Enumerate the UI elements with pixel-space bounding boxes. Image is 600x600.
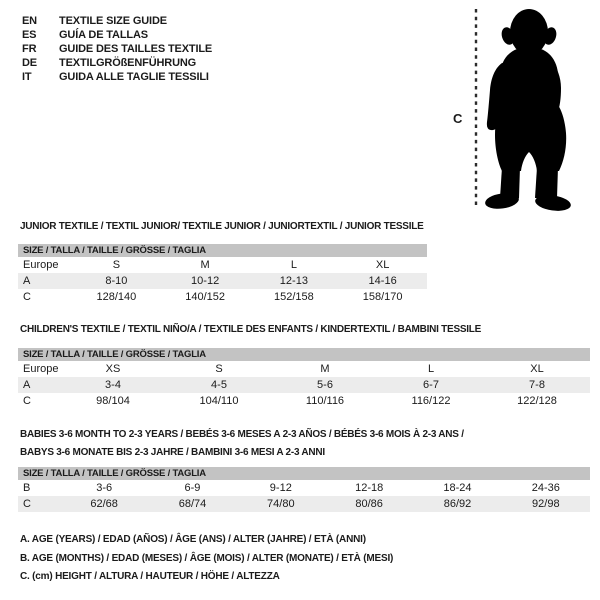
section-title-junior: JUNIOR TEXTILE / TEXTIL JUNIOR/ TEXTILE JUNIOR / JUNIORTEXTIL / JUNIOR TESSILE [20,221,424,232]
size-cell: S [215,363,223,375]
row-label: Europe [23,259,59,271]
section-title-babies-line2: BABYS 3-6 MONATE BIS 2-3 JAHRE / BAMBINI 3-6 MESI A 2-3 ANNI [20,446,325,458]
language-title: GUÍA DE TALLAS [59,29,148,41]
table-row-height-cm [18,496,590,512]
size-header-bar: SIZE / TALLA / TAILLE / GRÖSSE / TAGLIA [18,348,590,361]
language-row-es [22,28,212,42]
size-cell: XL [375,259,390,271]
footnote-a: A. AGE (YEARS) / EDAD (AÑOS) / ÂGE (ANS) / ALTER (JAHRE) / ETÀ (ANNI) [20,534,366,545]
section-title-babies-line1: BABIES 3-6 MONTH TO 2-3 YEARS / BEBÉS 3-6 MESES A 2-3 AÑOS / BÉBÉS 3-6 MOIS À 2-3 ANS / [20,429,464,440]
row-label: Europe [23,363,59,375]
size-cell: 18-24 [443,482,472,494]
size-cell: M [320,363,330,375]
junior-size-table [18,244,427,305]
size-cell: 12-13 [279,275,308,287]
language-title: TEXTILE SIZE GUIDE [59,15,167,27]
size-cell: 6-9 [184,482,201,494]
babies-size-table [18,467,590,512]
size-cell: 4-5 [211,379,227,391]
size-cell: 152/158 [273,291,314,303]
row-label: C [23,395,31,407]
size-cell: 92/98 [532,498,560,510]
language-row-de [22,56,212,70]
size-cell: 128/140 [96,291,137,303]
size-cell: 98/104 [96,395,130,407]
table-row-height-cm [18,289,427,305]
language-row-fr [22,42,212,56]
language-code: IT [22,71,32,83]
language-title-list [22,14,212,84]
size-cell: 62/68 [90,498,118,510]
size-cell: 10-12 [191,275,220,287]
table-row-height-cm [18,393,590,409]
size-header-bar: SIZE / TALLA / TAILLE / GRÖSSE / TAGLIA [18,467,590,480]
toddler-figure [445,5,595,215]
footnote-legend [20,531,393,587]
size-cell: 86/92 [443,498,472,510]
size-cell: L [427,363,435,375]
measure-label-c: C [453,111,463,126]
table-row-age-years [18,377,590,393]
size-cell: 6-7 [423,379,439,391]
size-cell: 5-6 [317,379,333,391]
table-row-age-years [18,273,427,289]
size-cell: 12-18 [355,482,384,494]
table-row-age-months [18,480,590,496]
size-cell: 110/116 [305,395,345,407]
language-title: TEXTILGRÖßENFÜHRUNG [59,57,197,69]
language-row-it [22,70,212,84]
section-title-children: CHILDREN'S TEXTILE / TEXTIL NIÑO/A / TEXTILE DES ENFANTS / KINDERTEXTIL / BAMBINI TESSILE [20,324,482,335]
row-label: A [23,379,31,391]
size-cell: 9-12 [269,482,292,494]
footnote-c: C. (cm) HEIGHT / ALTURA / HAUTEUR / HÖHE / ALTEZZA [20,571,280,582]
size-cell: 158/170 [362,291,403,303]
row-label: A [23,275,31,287]
language-code: FR [22,43,37,55]
size-cell: 116/122 [411,395,451,407]
size-cell: 24-36 [531,482,560,494]
size-cell: 68/74 [178,498,207,510]
footnote-b: B. AGE (MONTHS) / EDAD (MESES) / ÂGE (MOIS) / ALTER (MONATE) / ETÀ (MESI) [20,552,394,564]
row-label: B [23,482,31,494]
language-code: ES [22,29,37,41]
table-row-europe [18,361,590,377]
size-cell: 80/86 [355,498,383,510]
language-code: DE [22,57,37,69]
toddler-silhouette-icon [484,9,572,213]
language-code: EN [22,15,37,27]
section-title-babies [20,426,510,461]
size-cell: S [112,259,121,271]
size-cell: L [290,259,297,271]
table-row-europe [18,257,427,273]
size-cell: 140/152 [185,291,225,303]
language-title: GUIDA ALLE TAGLIE TESSILI [59,71,209,83]
size-cell: XS [105,363,121,375]
row-label: C [23,291,31,303]
size-cell: 3-6 [96,482,113,494]
children-size-table [18,348,590,409]
size-cell: 14-16 [368,275,397,287]
size-cell: 3-4 [105,379,121,391]
size-cell: 104/110 [199,395,239,407]
size-cell: XL [530,363,544,375]
language-row-en [22,14,212,28]
row-label: C [23,498,31,510]
size-cell: 7-8 [529,379,545,391]
size-cell: M [200,259,210,271]
size-header-bar: SIZE / TALLA / TAILLE / GRÖSSE / TAGLIA [18,244,427,257]
size-cell: 8-10 [105,275,128,287]
language-title: GUIDE DES TAILLES TEXTILE [59,43,213,55]
size-cell: 122/128 [517,395,557,407]
size-cell: 74/80 [267,498,295,510]
